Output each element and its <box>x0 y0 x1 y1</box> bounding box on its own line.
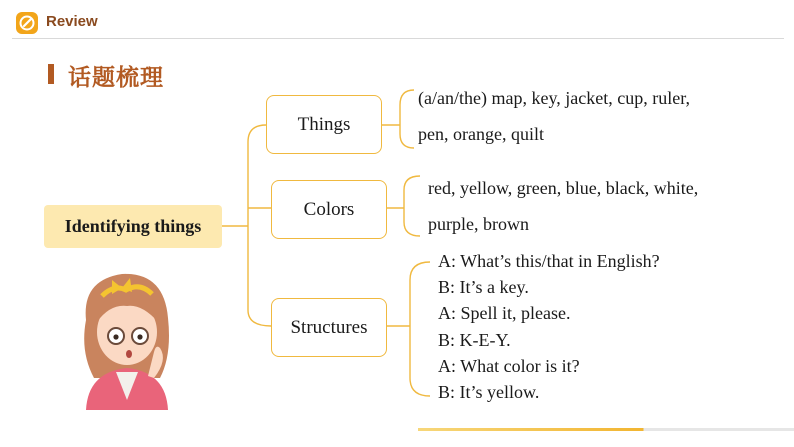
things-leaf <box>418 80 690 152</box>
leaf-line: B: It’s yellow. <box>438 382 540 403</box>
leaf-line: pen, orange, quilt <box>418 124 544 144</box>
branch-node-colors: Colors <box>271 180 387 239</box>
title-marker <box>48 64 54 84</box>
leaf-line: A: What’s this/that in English? <box>438 251 660 271</box>
leaf-line: A: Spell it, please. <box>438 303 571 324</box>
structures-leaf <box>438 248 660 405</box>
main-trunk <box>248 125 271 326</box>
leaf-line: B: K-E-Y. <box>438 329 511 350</box>
pencil-logo-icon <box>16 12 38 34</box>
things-bracket <box>400 90 414 148</box>
leaf-line: purple, brown <box>428 214 529 234</box>
review-label: Review <box>46 13 98 30</box>
header-divider <box>12 38 784 39</box>
leaf-line: B: It’s a key. <box>438 277 529 298</box>
section-title: 话题梳理 <box>68 65 164 91</box>
colors-leaf <box>428 170 698 242</box>
structures-bracket <box>410 262 430 396</box>
root-node: Identifying things <box>44 205 222 248</box>
leaf-line: red, yellow, green, blue, black, white, <box>428 178 699 198</box>
leaf-line: A: What color is it? <box>438 355 580 376</box>
cartoon-girl-illustration <box>72 260 182 410</box>
header-bar <box>0 0 794 40</box>
colors-bracket <box>404 176 420 236</box>
bottom-accent-line <box>418 428 794 431</box>
leaf-line: (a/an/the) map, key, jacket, cup, ruler, <box>418 88 690 108</box>
branch-node-structures: Structures <box>271 298 387 357</box>
branch-node-things: Things <box>266 95 382 154</box>
